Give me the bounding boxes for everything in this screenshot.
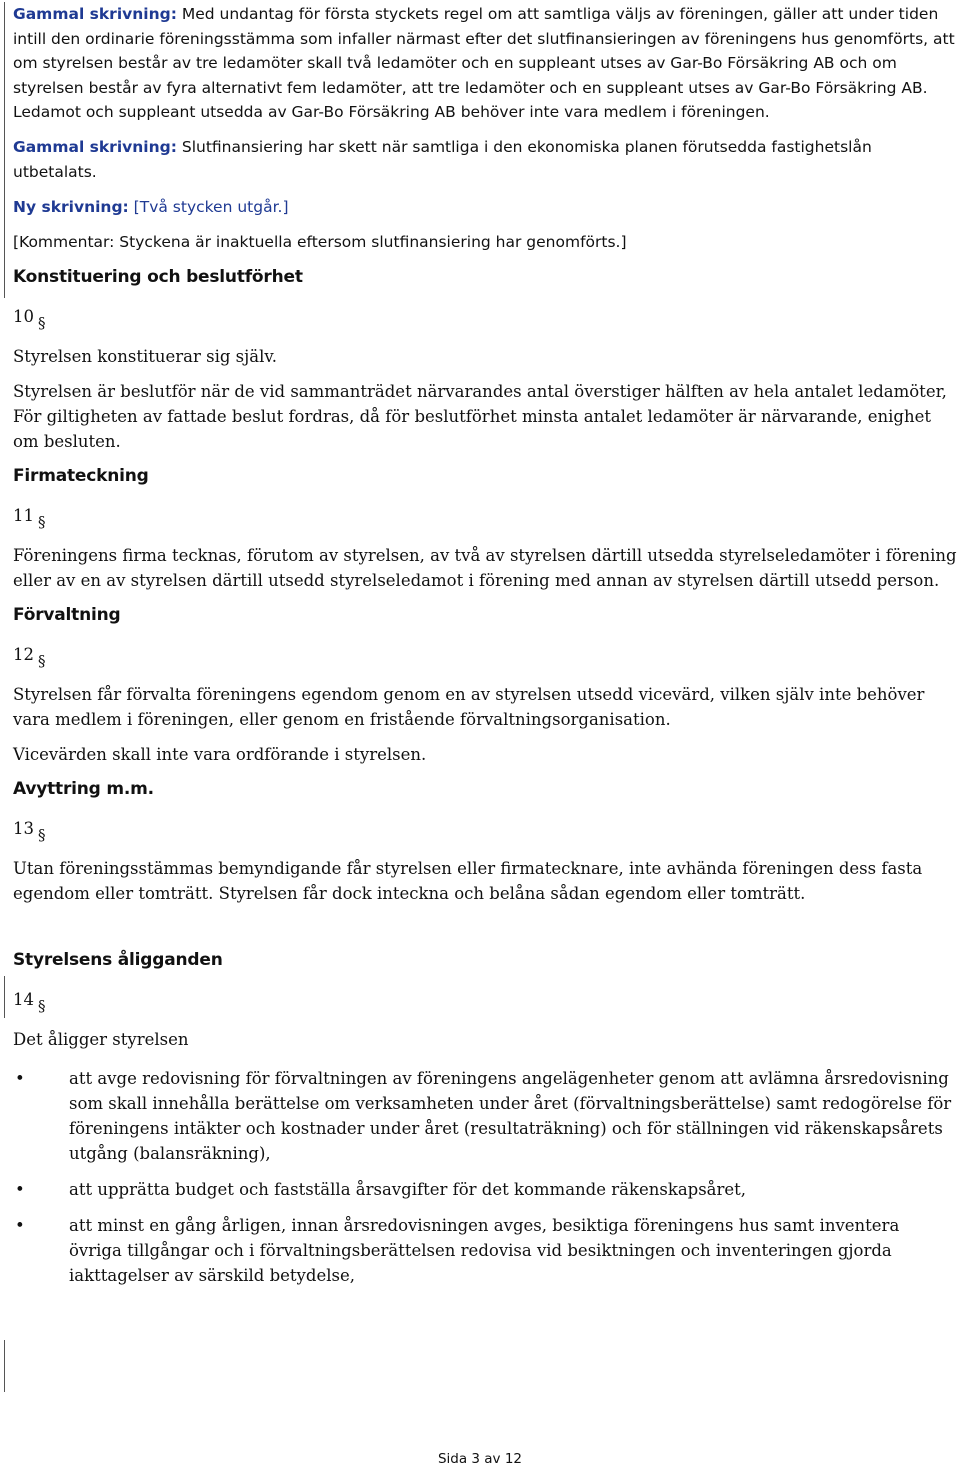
new-text-label: Ny skrivning: [13,197,129,216]
old-text-paragraph-2 [13,135,957,185]
body-paragraph: Det åligger styrelsen [13,1029,189,1049]
section-sign: § [38,651,46,670]
revision-bar [4,2,5,298]
section-number-value: 11 [13,505,34,525]
comment-paragraph: [Kommentar: Styckena är inaktuella eftersom slutfinansiering har genomförts.] [13,232,627,251]
revision-bar [4,976,5,1018]
section-heading: Styrelsens åligganden [13,949,223,970]
bullet-icon: • [15,1179,25,1199]
section-number-value: 10 [13,306,34,326]
section-number-value: 14 [13,989,34,1009]
old-text-label: Gammal skrivning: [13,137,177,156]
section-number [13,642,957,668]
bullet-icon: • [15,1215,25,1235]
old-text-label: Gammal skrivning: [13,5,177,23]
new-text-paragraph [13,195,957,220]
section-heading: Konstituering och beslutförhet [13,266,303,287]
body-paragraph: Styrelsen är beslutför när de vid sammanträdet närvarandes antal överstiger hälften av hela antalet ledamöter, För giltigheten av fattade beslut fordras, då för beslutförhet minsta antalet ledamöter är närvarande, enighet om besluten. [13,381,947,451]
list-item-text: att avge redovisning för förvaltningen av föreningens angelägenheter genom att avlämna årsredovisning som skall innehålla berättelse om verksamheten under året (förvaltningsberättelse) samt redogörelse för föreningens intäkter och kostnader under året (resultaträkning) och för ställningen vid räkenskapsårets utgång (balansräkning), [69,1068,952,1163]
old-text-body: Slutfinansiering har skett när samtliga i den ekonomiska planen förutsedda fastighetslån utbetalats. [13,137,872,181]
body-paragraph: Styrelsen konstituerar sig själv. [13,346,277,366]
list-item-text: att upprätta budget och fastställa årsavgifter för det kommande räkenskapsåret, [69,1179,747,1199]
new-text-body: [Två stycken utgår.] [128,197,289,216]
body-paragraph: Föreningens firma tecknas, förutom av styrelsen, av två av styrelsen därtill utsedda styrelseledamöter i förening eller av en av styrelsen därtill utsedd styrelseledamot i förening med annan av styrelsen därtill utsedd person. [13,545,957,590]
section-number-value: 13 [13,818,34,838]
old-text-paragraph-1 [13,2,957,125]
list-item [13,1177,957,1202]
revision-bar [4,1340,5,1392]
section-sign: § [38,825,46,844]
list-item [13,1213,957,1288]
list-item [13,1066,957,1166]
body-paragraph: Utan föreningsstämmas bemyndigande får styrelsen eller firmatecknare, inte avhända föreningen dess fasta egendom eller tomträtt. Styrelsen får dock inteckna och belåna sådan egendom eller tomträtt. [13,858,923,903]
section-sign: § [38,512,46,531]
section-number [13,816,957,842]
spacer [13,916,957,946]
section-heading: Firmateckning [13,465,149,486]
section-sign: § [38,313,46,332]
section-number-value: 12 [13,644,34,664]
bullet-icon: • [15,1068,25,1088]
section-sign: § [38,996,46,1015]
old-text-body: Med undantag för första styckets regel om att samtliga väljs av föreningen, gäller att under tiden intill den ordinarie föreningsstämma som infaller närmast efter det slutfinansieringen av föreningens hus genomförts, att om styrelsen består av tre ledamöter skall två ledamöter och en suppleant utses av Gar-Bo Försäkring AB och om styrelsen består av fyra alternativt fem ledamöter, att tre ledamöter och en suppleant utses av Gar-Bo Försäkring AB. Ledamot och suppleant utsedda av Gar-Bo Försäkring AB behöver inte vara medlem i föreningen. [13,5,955,121]
section-number [13,503,957,529]
duties-list [13,1066,957,1288]
body-paragraph: Vicevärden skall inte vara ordförande i styrelsen. [13,744,427,764]
section-number [13,304,957,330]
section-number [13,987,957,1013]
section-heading: Förvaltning [13,604,121,625]
section-heading: Avyttring m.m. [13,778,154,799]
page-footer: Sida 3 av 12 [437,1451,523,1467]
list-item-text: att minst en gång årligen, innan årsredovisningen avges, besiktiga föreningens hus samt inventera övriga tillgångar och i förvaltningsberättelsen redovisa vid besiktningen och inventeringen gjorda iakttagelser av särskild betydelse, [69,1215,900,1285]
body-paragraph: Styrelsen får förvalta föreningens egendom genom en av styrelsen utsedd vicevärd, vilken själv inte behöver vara medlem i föreningen, eller genom en fristående förvaltningsorganisation. [13,684,925,729]
document-page [13,2,957,1299]
